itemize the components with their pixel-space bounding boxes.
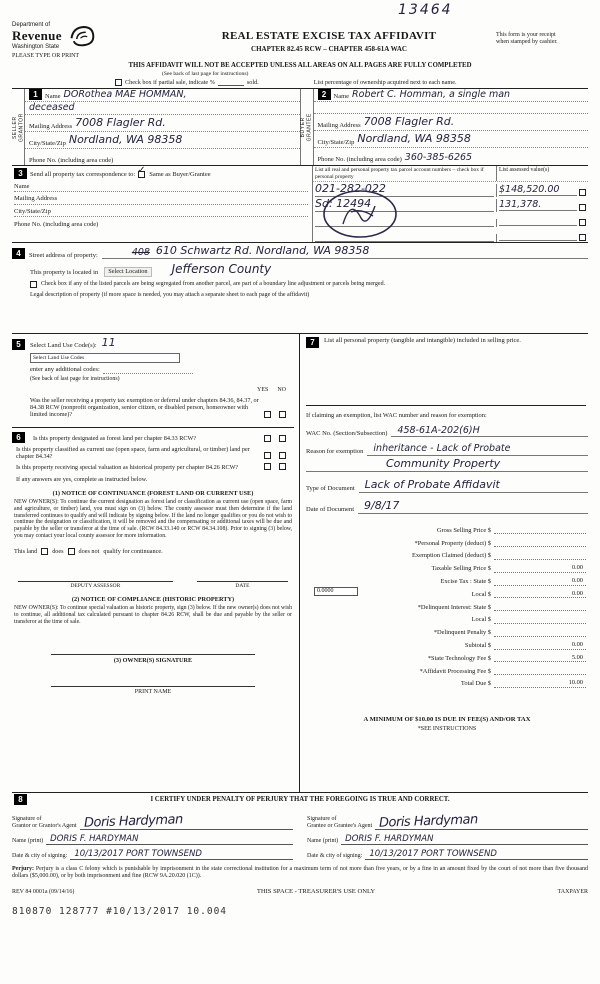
yes-no-header bbox=[12, 387, 294, 394]
does-not-checkbox[interactable] bbox=[68, 548, 75, 555]
grantee-sig-label-line2: Grantee or Grantee's Agent bbox=[307, 822, 373, 829]
additional-codes-line[interactable] bbox=[103, 368, 193, 374]
money-value[interactable]: 5.00 bbox=[494, 654, 586, 663]
land-use-label: Select Land Use Code(s): bbox=[30, 342, 97, 349]
historic-yes-checkbox[interactable] bbox=[264, 463, 271, 470]
money-label: Exemption Claimed (deduct) $ bbox=[412, 552, 491, 560]
this-land-label: This land bbox=[14, 547, 38, 555]
section5-number: 5 bbox=[12, 339, 25, 350]
money-label: Excise Tax : State $ bbox=[440, 577, 491, 585]
same-as-buyer-checkbox[interactable] bbox=[137, 164, 146, 179]
forest-no-checkbox[interactable] bbox=[279, 435, 286, 442]
seller-name-value-2: deceased bbox=[29, 102, 75, 114]
local-rate-box[interactable]: 0.0000 bbox=[314, 587, 358, 596]
yes-header: YES bbox=[256, 386, 269, 393]
wac-number-label: WAC No. (Section/Subsection) bbox=[306, 429, 388, 437]
section2-number: 2 bbox=[318, 89, 331, 100]
buyer-side-word1: BUYER bbox=[300, 117, 306, 138]
correspondence-column bbox=[12, 166, 312, 242]
notice2-title: (2) NOTICE OF COMPLIANCE (HISTORIC PROPERTY) bbox=[71, 595, 235, 603]
historic-no-checkbox[interactable] bbox=[279, 463, 286, 470]
money-row-excise-state bbox=[306, 573, 588, 586]
seller-phone-label: Phone No. (including area code) bbox=[29, 156, 114, 164]
forest-land-question: Is this property designated as forest land per chapter 84.33 RCW? bbox=[33, 435, 197, 443]
seller-city-label: City/State/Zip bbox=[29, 139, 66, 147]
grantee-date-city-label: Date & city of signing: bbox=[307, 852, 363, 859]
personal-property-instruction: List all personal property (tangible and intangible) included in selling price. bbox=[324, 336, 521, 344]
dor-logo-icon bbox=[67, 23, 97, 49]
current-use-question: Is this property classified as current use (open space, farm and agricultural, or timber) land per chapter 84.34? bbox=[16, 445, 250, 460]
grantee-date-city-value: 10/13/2017 PORT TOWNSEND bbox=[369, 849, 497, 860]
grantee-name-print-line[interactable] bbox=[341, 834, 588, 845]
money-row-delinquent-interest-state bbox=[306, 598, 588, 611]
does-label: does bbox=[52, 547, 64, 555]
money-row-subtotal bbox=[306, 637, 588, 650]
form-header bbox=[12, 22, 588, 60]
county-handwritten-value: Jefferson County bbox=[171, 262, 272, 277]
seller-mailing-label: Mailing Address bbox=[29, 122, 73, 130]
corr-city-label: City/State/Zip bbox=[14, 207, 51, 215]
grantee-signature-value: Doris Hardyman bbox=[378, 811, 479, 831]
money-row-total-due bbox=[306, 675, 588, 688]
section4-number: 4 bbox=[12, 248, 25, 259]
buyer-mailing-label: Mailing Address bbox=[317, 121, 361, 129]
grantor-signature-block bbox=[12, 810, 293, 860]
land-use-code-value: 11 bbox=[101, 335, 116, 349]
money-value[interactable]: 0.00 bbox=[494, 641, 586, 650]
buyer-mailing-value: 7008 Flagler Rd. bbox=[363, 115, 455, 129]
send-correspondence-label: Send all property tax correspondence to: bbox=[30, 171, 136, 179]
money-label: Total Due $ bbox=[460, 680, 491, 688]
section3-number: 3 bbox=[14, 168, 27, 179]
does-not-label: does not bbox=[78, 547, 100, 555]
reason-exemption-label: Reason for exemption bbox=[306, 447, 364, 455]
notice1-title: (1) NOTICE OF CONTINUANCE (FOREST LAND OR CURRENT USE) bbox=[52, 489, 254, 497]
dor-logo-block bbox=[12, 22, 162, 60]
grantor-name-print-value: DORIS F. HARDYMAN bbox=[50, 834, 139, 845]
street-address-label: Street address of property: bbox=[29, 251, 98, 259]
exemption-question-no-checkbox[interactable] bbox=[279, 411, 286, 418]
buyer-city-label: City/State/Zip bbox=[317, 138, 355, 146]
money-row-processing-fee bbox=[306, 662, 588, 675]
grantee-signature-block bbox=[307, 810, 588, 860]
rev-form-number: REV 84 0001a (09/14/16) bbox=[12, 888, 75, 895]
money-row-exemption-deduct bbox=[306, 547, 588, 560]
money-value[interactable]: 0.00 bbox=[494, 590, 586, 599]
historic-property-question: Is this property receiving special valuation as historical property per chapter 84.26 RCW? bbox=[16, 463, 239, 471]
money-label: Taxable Selling Price $ bbox=[431, 565, 491, 573]
wac-number-value: 458-61A-202(6)H bbox=[397, 425, 480, 437]
exemption-question-yes-checkbox[interactable] bbox=[264, 411, 271, 418]
buyer-phone-label: Phone No. (including area code) bbox=[317, 155, 402, 163]
money-value[interactable]: 0.00 bbox=[494, 577, 586, 586]
claim-exemption-intro: If claiming an exemption, list WAC number and reason for exemption: bbox=[306, 411, 487, 419]
grantor-sig-label-line1: Signature of bbox=[12, 815, 42, 822]
seller-city-value: Nordland, WA 98358 bbox=[68, 133, 183, 147]
buyer-side-word2: GRANTEE bbox=[306, 113, 313, 142]
right-column-section-7 bbox=[300, 334, 588, 792]
seller-name-label: Name bbox=[45, 92, 61, 100]
seller-side-word1: SELLER bbox=[11, 115, 18, 139]
ownership-note: List percentage of ownership acquired next to each name. bbox=[313, 78, 457, 86]
corr-name-label: Name bbox=[14, 182, 30, 190]
land-use-codes-select[interactable]: Select Land Use Codes bbox=[30, 353, 180, 363]
grantor-date-city-value: 10/13/2017 PORT TOWNSEND bbox=[74, 849, 202, 860]
grantee-date-city-line[interactable] bbox=[365, 849, 588, 860]
street-address-line bbox=[102, 245, 588, 259]
reason-exemption-value-2: Community Property bbox=[386, 456, 501, 470]
section-3-correspondence-parcels bbox=[12, 166, 588, 243]
checkmark-icon: ✓ bbox=[137, 164, 146, 176]
partial-sale-percent-line[interactable] bbox=[218, 80, 244, 86]
parcel-values-column bbox=[312, 166, 588, 242]
same-as-buyer-label: Same as Buyer/Grantee bbox=[149, 171, 211, 179]
money-row-gross bbox=[306, 522, 588, 535]
grantee-sig-label-line1: Signature of bbox=[307, 815, 337, 822]
money-label: Local $ bbox=[471, 590, 491, 598]
type-of-document-value: Lack of Probate Affidavit bbox=[364, 477, 500, 491]
buyer-column bbox=[314, 89, 589, 165]
located-in-label: This property is located in bbox=[30, 268, 99, 276]
warning-line: THIS AFFIDAVIT WILL NOT BE ACCEPTED UNLESS ALL AREAS ON ALL PAGES ARE FULLY COMPLETED bbox=[128, 62, 472, 70]
money-row-technology-fee bbox=[306, 650, 588, 663]
money-label: Local $ bbox=[471, 616, 491, 624]
money-value[interactable]: 0.00 bbox=[494, 564, 586, 573]
parcel-number-1: 021-282-022 bbox=[315, 182, 386, 196]
see-back-note: (See back of last page for instructions) bbox=[162, 71, 249, 78]
type-of-document-label: Type of Document bbox=[306, 484, 355, 492]
dept-line2: Revenue bbox=[12, 28, 62, 43]
assessed-values-header: List assessed value(s) bbox=[496, 166, 588, 181]
personal-property-blank-area[interactable] bbox=[306, 348, 586, 406]
continuance-qualify-line bbox=[12, 548, 294, 555]
seller-side-word2: GRANTOR bbox=[18, 112, 24, 142]
dor-wordmark bbox=[12, 22, 62, 50]
grantor-signature-value: Doris Hardyman bbox=[83, 811, 183, 831]
qualify-label: qualify for continuance. bbox=[103, 547, 163, 555]
treasurer-use-label: THIS SPACE - TREASURER'S USE ONLY bbox=[256, 888, 376, 896]
deputy-assessor-signature-line[interactable]: DEPUTY ASSESSOR bbox=[18, 581, 173, 589]
seller-grantor-side-label bbox=[12, 89, 25, 165]
cashier-stamp-line: 810870 128777 #10/13/2017 10.004 bbox=[12, 905, 228, 917]
perjury-label: Perjury: bbox=[12, 866, 34, 873]
dept-line3: Washington State bbox=[12, 44, 60, 50]
certify-statement: I CERTIFY UNDER PENALTY OF PERJURY THAT THE FOREGOING IS TRUE AND CORRECT. bbox=[150, 795, 450, 803]
seller-name-value: DORothea MAE HOMMAN, bbox=[63, 89, 187, 100]
money-label: *Delinquent Penalty $ bbox=[433, 629, 491, 637]
parties-section bbox=[12, 88, 588, 166]
form-title: REAL ESTATE EXCISE TAX AFFIDAVIT bbox=[221, 30, 437, 42]
grantor-sig-label-line2: Grantor or Grantor's Agent bbox=[12, 822, 77, 829]
grantee-name-print-label: Name (print) bbox=[307, 837, 339, 844]
section5-see-back: (See back of last page for instructions) bbox=[30, 375, 120, 382]
perjury-notice bbox=[12, 866, 588, 880]
grantor-name-print-line[interactable] bbox=[46, 834, 293, 845]
date-of-document-label: Date of Document bbox=[306, 505, 355, 513]
grantor-sig-label bbox=[12, 816, 77, 830]
notice1-body: NEW OWNER(S): To continue the current designation as forest land or classification as current use (open space, farm and agriculture, or timber) land, you must sign on (3) below. The county assessor must then determine if the land transferred continues to qualify and will indicate by signing below. If the land no longer qualifies or you do not wish to continue the designation or classification, it will be removed and the compensating or additional taxes will be due and payable by the seller or transferor at the time of sale. (RCW 84.33.140 or RCW 84.34.108). Prior to signing (3) below, you may contact your local county assessor for more information. bbox=[14, 499, 292, 540]
footer-row bbox=[12, 888, 588, 896]
street-address-value: 610 Schwartz Rd. Nordland, WA 98358 bbox=[155, 244, 370, 258]
grantor-name-print-label: Name (print) bbox=[12, 837, 44, 844]
money-label: *State Technology Fee $ bbox=[427, 654, 491, 662]
minimum-due-note: A MINIMUM OF $10.00 IS DUE IN FEE(S) AND/OR TAX bbox=[363, 715, 531, 723]
please-type-label: PLEASE TYPE OR PRINT bbox=[12, 53, 80, 59]
buyer-name-value: Robert C. Homman, a single man bbox=[352, 89, 511, 100]
forest-yes-checkbox[interactable] bbox=[264, 435, 271, 442]
money-row-delinquent-interest-local bbox=[306, 611, 588, 624]
section-5-6-divider bbox=[12, 427, 294, 428]
money-label: Gross Selling Price $ bbox=[436, 526, 491, 534]
see-instructions-note: *SEE INSTRUCTIONS bbox=[417, 725, 477, 732]
section7-number: 7 bbox=[306, 337, 319, 348]
personal-property-checkbox-3[interactable] bbox=[579, 219, 586, 226]
grantor-signature-line[interactable] bbox=[80, 811, 293, 831]
property-location-select[interactable]: Select Location bbox=[104, 267, 151, 276]
parcel-numbers-header: List all real and personal property tax parcel account numbers – check box if personal property bbox=[315, 167, 484, 180]
additional-codes-label: enter any additional codes: bbox=[30, 366, 100, 374]
money-row-local bbox=[306, 586, 588, 599]
corr-mailing-label: Mailing Address bbox=[14, 195, 58, 203]
print-name-line[interactable]: PRINT NAME bbox=[51, 686, 254, 696]
street-address-crossed-out: 408 bbox=[131, 247, 150, 259]
reason-exemption-value-1: inheritance - Lack of Probate bbox=[373, 443, 511, 455]
parcel-number-2: Sd: 12494 bbox=[315, 197, 372, 211]
current-use-no-checkbox[interactable] bbox=[279, 452, 286, 459]
segregated-parcels-label: Check box if any of the listed parcels are being segregated from another parcel, are part of a boundary line adjustment or parcels being merged. bbox=[41, 280, 386, 287]
assessed-value-1: $148,520.00 bbox=[499, 184, 560, 196]
receipt-note-line2: when stamped by cashier. bbox=[496, 39, 558, 46]
buyer-name-label: Name bbox=[333, 92, 350, 100]
grantee-sig-label bbox=[307, 816, 372, 830]
grantee-name-print-value: DORIS F. HARDYMAN bbox=[345, 834, 434, 845]
buyer-phone-value: 360-385-6265 bbox=[404, 152, 473, 163]
money-section bbox=[306, 522, 588, 688]
exemption-deferral-question: Was the seller receiving a property tax exemption or deferral under chapters 84.36, 84.37, or 84.38 RCW (nonprofit organization, senior citizen, or disabled person, homeowner with limited income)? bbox=[30, 396, 259, 419]
dept-line1: Department of bbox=[12, 22, 51, 28]
section6-number: 6 bbox=[12, 432, 25, 443]
partial-sale-checkbox[interactable] bbox=[115, 79, 122, 86]
money-label: *Delinquent Interest: State $ bbox=[417, 603, 491, 611]
money-value[interactable]: 10.00 bbox=[494, 679, 586, 688]
section-4-property-location bbox=[12, 243, 588, 333]
money-label: *Personal Property (deduct) $ bbox=[414, 539, 491, 547]
money-row-delinquent-penalty bbox=[306, 624, 588, 637]
money-label: *Affidavit Processing Fee $ bbox=[419, 667, 491, 675]
form-chapters: CHAPTER 82.45 RCW – CHAPTER 458-61A WAC bbox=[251, 44, 407, 53]
deputy-date-line[interactable]: DATE bbox=[197, 581, 288, 589]
money-row-taxable bbox=[306, 560, 588, 573]
notice2-body: NEW OWNER(S): To continue special valuation as historic property, sign (3) below. If the new owner(s) does not wish to continue, all additional tax calculated pursuant to chapter 84.26 RCW, shall be due and payable by the seller or transferor at the time of sale. bbox=[14, 605, 292, 625]
buyer-grantee-side-label bbox=[301, 89, 314, 165]
buyer-city-value: Nordland, WA 98358 bbox=[357, 132, 471, 146]
money-row-personal-deduct bbox=[306, 534, 588, 547]
money-label: Subtotal $ bbox=[464, 641, 491, 649]
section-8-certification bbox=[12, 793, 588, 860]
personal-property-checkbox-2[interactable] bbox=[579, 204, 586, 211]
grantor-date-city-label: Date & city of signing: bbox=[12, 852, 68, 859]
partial-sale-suffix: sold. bbox=[246, 78, 259, 86]
seller-mailing-value: 7008 Flagler Rd. bbox=[75, 116, 166, 130]
main-columns bbox=[12, 334, 588, 793]
receipt-note bbox=[496, 22, 588, 60]
segregated-parcels-checkbox[interactable] bbox=[30, 281, 37, 288]
left-column-sections-5-6 bbox=[12, 334, 300, 792]
handwritten-receipt-number: 13464 bbox=[398, 2, 453, 18]
if-yes-instruction: If any answers are yes, complete as instructed below. bbox=[16, 476, 148, 484]
section8-number: 8 bbox=[14, 794, 27, 805]
partial-sale-row bbox=[12, 79, 588, 86]
personal-property-checkbox-1[interactable] bbox=[579, 189, 586, 196]
current-use-yes-checkbox[interactable] bbox=[264, 452, 271, 459]
legal-description-label: Legal description of property (if more space is needed, you may attach a separate sheet to each page of the affidavit) bbox=[30, 291, 310, 298]
taxpayer-label: TAXPAYER bbox=[557, 888, 588, 895]
does-checkbox[interactable] bbox=[41, 548, 48, 555]
title-block bbox=[162, 22, 496, 60]
grantor-date-city-line[interactable] bbox=[70, 849, 293, 860]
no-header: NO bbox=[277, 386, 286, 393]
grantee-signature-line[interactable] bbox=[375, 811, 588, 831]
date-of-document-value: 9/8/17 bbox=[364, 498, 400, 512]
legal-description-blank-area[interactable] bbox=[12, 299, 588, 333]
assessed-value-2: 131,378. bbox=[499, 199, 542, 211]
partial-sale-label: Check box if partial sale, indicate % bbox=[125, 78, 215, 86]
seller-column bbox=[25, 89, 301, 165]
section1-number: 1 bbox=[29, 89, 42, 100]
receipt-note-line1: This form is your receipt bbox=[496, 32, 556, 38]
corr-phone-label: Phone No. (including area code) bbox=[14, 221, 99, 229]
owners-signature-line[interactable]: (3) OWNER(S) SIGNATURE bbox=[51, 654, 254, 664]
personal-property-checkbox-4[interactable] bbox=[579, 234, 586, 241]
perjury-text: Perjury is a class C felony which is punishable by imprisonment in the state correctional institution for a maximum term of not more than five years, or by a fine in an amount fixed by the court of not more than five thousand dollars ($5,000.00), or by both imprisonment and fine (RCW 9A.20.020 (1C)). bbox=[12, 866, 588, 880]
